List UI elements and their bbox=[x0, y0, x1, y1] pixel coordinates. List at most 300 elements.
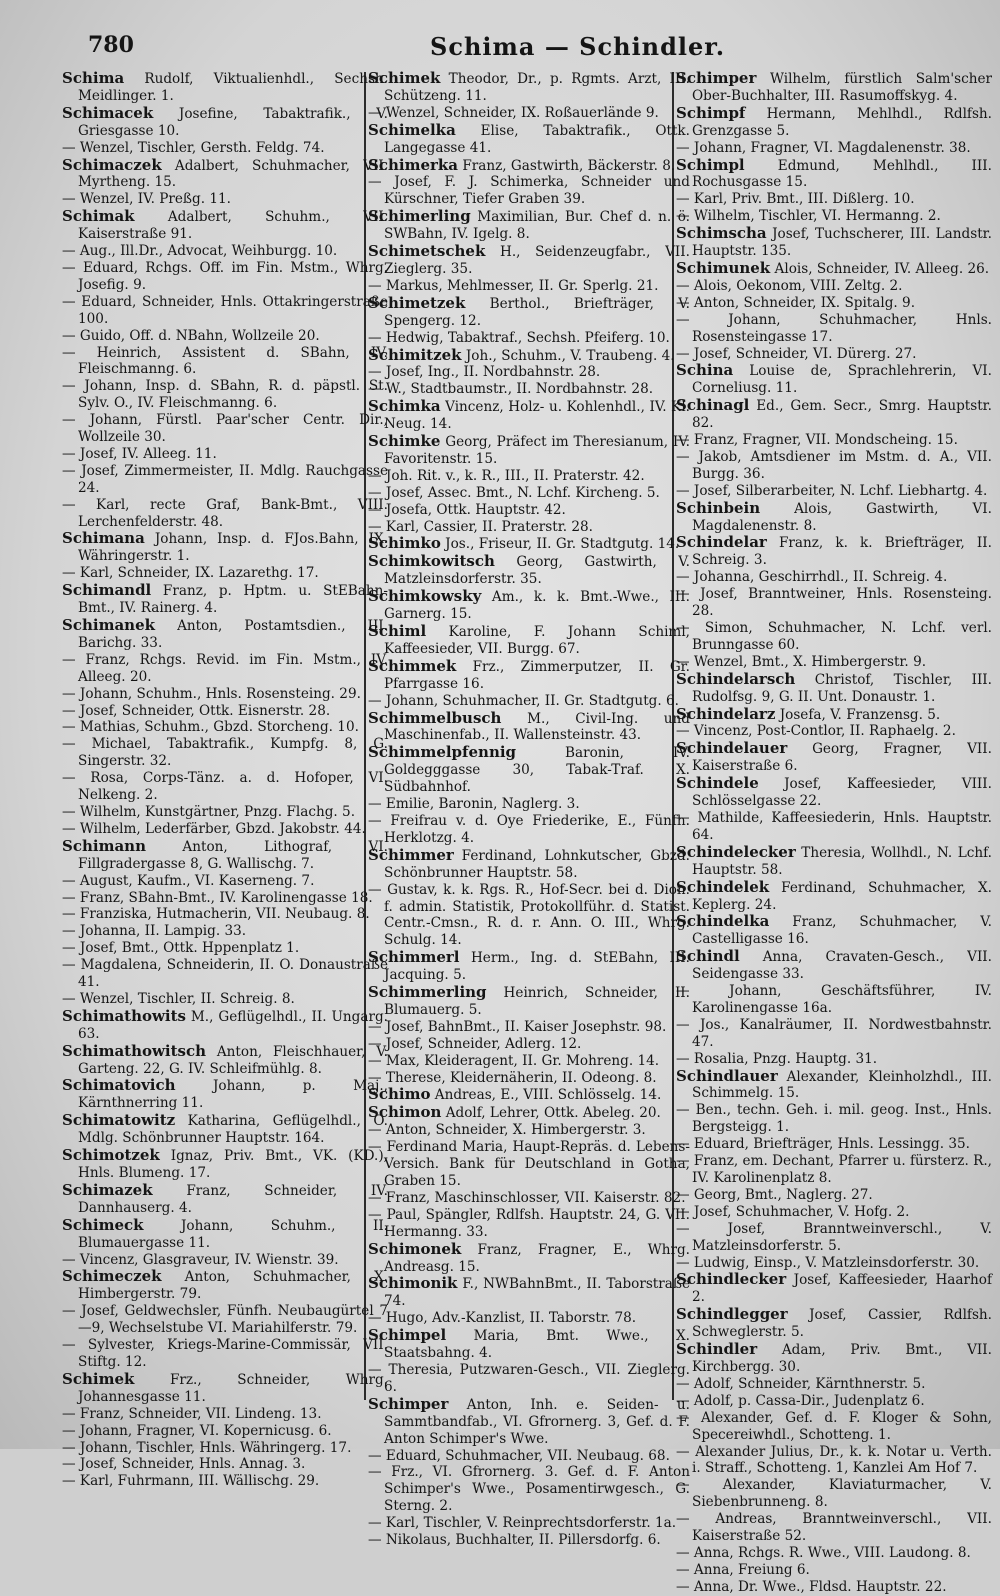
entry-text: — Sylvester, Kriegs-Marine-Commissär, VII. Stiftg. 12. bbox=[62, 1337, 388, 1370]
directory-entry bbox=[676, 1444, 992, 1478]
entry-text: — Johann, Fragner, VI. Magdalenenstr. 38. bbox=[676, 139, 971, 156]
entry-text: — Johann, Schuhmacher, II. Gr. Stadtgutg. 6. bbox=[368, 692, 679, 709]
entry-text: — Gustav, k. k. Rgs. R., Hof-Secr. bei d. Dion. f. admin. Statistik, Protokollführ. d. Statist. Centr.-Cmsn., R. d. r. Ann. O. III., Whrg. Schulg. 14. bbox=[368, 881, 690, 949]
running-head: Schima — Schindler. bbox=[430, 32, 726, 61]
entry-text: — Therese, Kleidernäherin, II. Odeong. 8. bbox=[368, 1069, 657, 1086]
directory-entry bbox=[676, 1511, 992, 1545]
directory-entry bbox=[368, 1327, 690, 1362]
directory-entry bbox=[62, 446, 388, 463]
directory-entry bbox=[62, 1268, 388, 1303]
directory-entry bbox=[62, 1371, 388, 1406]
entry-text: M., Civil-Ing. und Maschinenfab., II. Wallensteinstr. 43. bbox=[384, 710, 690, 744]
entry-surname: Schimatowitz bbox=[62, 1111, 176, 1130]
directory-entry bbox=[62, 991, 388, 1008]
directory-entry bbox=[368, 710, 690, 745]
entry-text: Andreas, E., VIII. Schlösselg. 14. bbox=[434, 1087, 662, 1104]
entry-surname: Schindlecker bbox=[676, 1270, 787, 1289]
entry-text: — Josef, F. J. Schimerka, Schneider und Kürschner, Tiefer Graben 39. bbox=[368, 174, 690, 208]
entry-text: Ed., Gem. Secr., Smrg. Hauptstr. 82. bbox=[692, 398, 992, 432]
directory-entry bbox=[368, 1036, 690, 1053]
entry-text: Alexander, Kleinholzhdl., III. Schimmelg. 15. bbox=[692, 1068, 992, 1102]
entry-text: — Alexander, Klaviaturmacher, V. Siebenbrunneng. 8. bbox=[676, 1477, 992, 1511]
directory-entry bbox=[368, 1070, 690, 1087]
entry-text: — Alexander Julius, Dr., k. k. Notar u. Verth. i. Straff., Schotteng. 1, Kanzlei Am Hof 7. bbox=[676, 1443, 992, 1477]
directory-entry bbox=[676, 432, 992, 449]
entry-text: — Franz, Fragner, VII. Mondscheing. 15. bbox=[676, 432, 958, 449]
directory-entry bbox=[368, 693, 690, 710]
directory-entry bbox=[368, 433, 690, 468]
directory-entry bbox=[676, 1102, 992, 1136]
entry-text: Ferdinand, Schuhmacher, X. Keplerg. 24. bbox=[692, 879, 992, 913]
entry-text: — Ferdinand Maria, Haupt-Repräs. d. Lebens-Versich. Bank für Deutschland in Gotha, Graben 15. bbox=[368, 1139, 690, 1189]
directory-entry bbox=[368, 1275, 690, 1310]
entry-surname: Schimerling bbox=[368, 207, 471, 226]
directory-entry bbox=[676, 1271, 992, 1306]
directory-entry bbox=[676, 449, 992, 483]
entry-surname: Schimathowits bbox=[62, 1006, 186, 1025]
directory-entry bbox=[368, 623, 690, 658]
directory-entry bbox=[62, 328, 388, 345]
directory-entry bbox=[676, 1153, 992, 1187]
entry-surname: Schimana bbox=[62, 529, 145, 548]
directory-entry bbox=[676, 913, 992, 948]
entry-surname: Schimerka bbox=[368, 155, 458, 174]
directory-entry bbox=[676, 948, 992, 983]
directory-entry bbox=[676, 1376, 992, 1393]
entry-text: — Anton, Schneider, IX. Spitalg. 9. bbox=[676, 294, 916, 311]
directory-entry bbox=[368, 658, 690, 693]
entry-text: Josefine, Tabaktrafik., V. Griesgasse 10. bbox=[78, 105, 388, 139]
entry-text: — Franz, SBahn-Bmt., IV. Karolinengasse 18. bbox=[62, 889, 373, 906]
entry-text: Franz, Schneider, IV. Dannhauserg. 4. bbox=[78, 1182, 388, 1216]
entry-text: — Ben., techn. Geh. i. mil. geog. Inst., Hnls. Bergsteigg. 1. bbox=[676, 1102, 992, 1136]
directory-entry bbox=[676, 569, 992, 586]
directory-entry bbox=[62, 345, 388, 379]
entry-surname: Schimitzek bbox=[368, 345, 462, 364]
entry-text: — Anna, Dr. Wwe., Fldsd. Hauptstr. 22. bbox=[676, 1578, 947, 1595]
entry-text: Alois, Gastwirth, VI. Magdalenenstr. 8. bbox=[692, 500, 992, 534]
entry-text: — Wenzel, Bmt., X. Himbergerstr. 9. bbox=[676, 653, 927, 670]
entry-text: — Johann, Geschäftsführer, IV. Karolinengasse 16a. bbox=[676, 983, 992, 1016]
entry-text: Anton, Schuhmacher, X. Himbergerstr. 79. bbox=[78, 1269, 389, 1303]
entry-text: Anton, Lithograf, VI. Fillgradergasse 8, G. Wallischg. 7. bbox=[78, 838, 388, 872]
directory-entry bbox=[368, 553, 690, 588]
entry-surname: Schindlauer bbox=[676, 1066, 778, 1085]
directory-entry bbox=[676, 157, 992, 192]
entry-surname: Schimko bbox=[368, 534, 441, 553]
entry-text: — Franziska, Hutmacherin, VII. Neubaug. 8. bbox=[62, 906, 370, 923]
entry-text: — Jakob, Amtsdiener im Mstm. d. A., VII. Burgg. 36. bbox=[676, 448, 992, 482]
entry-surname: Schindelek bbox=[676, 877, 770, 896]
entry-text: Georg, Präfect im Theresianum, IV. Favoritenstr. 15. bbox=[384, 434, 690, 467]
directory-entry bbox=[676, 1393, 992, 1410]
entry-surname: Schimonek bbox=[368, 1239, 462, 1258]
entry-text: Josef, Cassier, Rdlfsh. Schweglerstr. 5. bbox=[692, 1307, 992, 1341]
entry-text: — Johann, Schuhmacher, Hnls. Rosensteingasse 17. bbox=[676, 311, 992, 345]
directory-entry bbox=[368, 813, 690, 847]
entry-text: Baronin, IV. Goldegggasse 30, Tabak-Traf. X. Südbahnhof. bbox=[384, 745, 690, 796]
directory-entry bbox=[368, 243, 690, 278]
directory-entry bbox=[676, 191, 992, 208]
entry-text: Elise, Tabaktrafik., Ottk. Langegasse 41. bbox=[384, 122, 690, 156]
entry-surname: Schindelarz bbox=[676, 704, 776, 723]
entry-surname: Schimek bbox=[62, 1369, 135, 1388]
entry-text: — Mathias, Schuhm., Gbzd. Storcheng. 10. bbox=[62, 719, 359, 736]
entry-text: — Josef, Silberarbeiter, N. Lchf. Liebhartg. 4. bbox=[676, 482, 988, 499]
entry-text: — Franz, em. Dechant, Pfarrer u. fürsterz. R., IV. Karolinenplatz 8. bbox=[676, 1153, 992, 1186]
entry-text: — Guido, Off. d. NBahn, Wollzeile 20. bbox=[62, 327, 320, 344]
directory-entry bbox=[368, 1448, 690, 1465]
entry-text: — Johann, Fragner, VI. Kopernicusg. 6. bbox=[62, 1422, 332, 1439]
entry-text: — Emilie, Baronin, Naglerg. 3. bbox=[368, 796, 580, 813]
entry-surname: Schima bbox=[62, 69, 125, 87]
entry-text: Theresia, Wollhdl., N. Lchf. Hauptstr. 58. bbox=[692, 844, 992, 878]
entry-text: — Anton, Schneider, X. Himbergerstr. 3. bbox=[368, 1122, 646, 1139]
directory-entry bbox=[62, 1217, 388, 1252]
directory-entry bbox=[368, 984, 690, 1019]
entry-text: Jos., Friseur, II. Gr. Stadtgutg. 14. bbox=[445, 536, 680, 553]
entry-text: — Josef, Schneider, Adlerg. 12. bbox=[368, 1035, 582, 1052]
entry-text: Louise de, Sprachlehrerin, VI. Corneliusg. 11. bbox=[692, 363, 992, 397]
directory-entry bbox=[676, 140, 992, 157]
entry-text: Johann, Schuhm., II. Blumauergasse 11. bbox=[78, 1217, 389, 1251]
entry-surname: Schimpel bbox=[368, 1326, 447, 1345]
directory-entry bbox=[676, 1051, 992, 1068]
directory-entry bbox=[676, 260, 992, 278]
entry-text: Herm., Ing. d. StEBahn, III. Jacquing. 5. bbox=[384, 950, 690, 984]
entry-text: — Eduard, Rchgs. Off. im Fin. Mstm., Whrg. Josefig. 9. bbox=[62, 259, 388, 293]
entry-text: Rudolf, Viktualienhdl., Sechsh. Meidlinger. 1. bbox=[78, 71, 389, 104]
directory-entry bbox=[368, 502, 690, 519]
entry-text: — Anna, Freiung 6. bbox=[676, 1561, 810, 1578]
entry-surname: Schimmelbusch bbox=[368, 708, 502, 727]
directory-entry bbox=[368, 847, 690, 882]
directory-entry bbox=[62, 838, 388, 873]
directory-entry bbox=[62, 208, 388, 243]
entry-text: Georg, Gastwirth, V. Matzleinsdorferstr. 35. bbox=[384, 554, 691, 588]
entry-surname: Schimmelpfennig bbox=[368, 743, 517, 762]
entry-text: — Theresia, Putzwaren-Gesch., VII. Zieglerg. 6. bbox=[368, 1361, 690, 1395]
entry-text: — Adolf, p. Cassa-Dir., Judenplatz 6. bbox=[676, 1392, 925, 1409]
entry-surname: Schimelka bbox=[368, 120, 456, 139]
directory-entry bbox=[676, 740, 992, 775]
entry-text: Adam, Priv. Bmt., VII. Kirchbergg. 30. bbox=[692, 1342, 992, 1375]
directory-entry bbox=[676, 671, 992, 706]
directory-entry bbox=[62, 617, 388, 652]
directory-entry bbox=[368, 1139, 690, 1190]
entry-text: — Rosalia, Pnzg. Hauptg. 31. bbox=[676, 1050, 878, 1067]
directory-entry bbox=[368, 519, 690, 536]
entry-text: — Wenzel, IV. Preßg. 11. bbox=[62, 191, 231, 208]
entry-text: — Eduard, Schneider, Hnls. Ottakringerstraße 100. bbox=[62, 293, 388, 327]
entry-surname: Schimper bbox=[368, 1394, 449, 1413]
entry-surname: Schindelka bbox=[676, 912, 770, 931]
directory-entry bbox=[676, 1136, 992, 1153]
directory-entry bbox=[62, 1337, 388, 1371]
entry-surname: Schimper bbox=[676, 69, 757, 87]
directory-column-2 bbox=[368, 69, 691, 1549]
entry-surname: Schindelecker bbox=[676, 842, 796, 861]
directory-entry bbox=[62, 804, 388, 821]
entry-text: Wilhelm, fürstlich Salm'scher Ober-Buchhalter, III. Rasumoffskyg. 4. bbox=[692, 71, 992, 104]
directory-entry bbox=[62, 530, 388, 565]
entry-text: Heinrich, Schneider, II. Blumauerg. 5. bbox=[384, 985, 690, 1018]
entry-surname: Schimatovich bbox=[62, 1076, 176, 1095]
directory-entry bbox=[62, 1456, 388, 1473]
entry-text: Berthol., Briefträger, V. Spengerg. 12. bbox=[384, 295, 690, 329]
entry-surname: Schindelarsch bbox=[676, 669, 796, 688]
entry-text: — Josef, Branntweiner, Hnls. Rosensteing. 28. bbox=[676, 586, 992, 620]
directory-entry bbox=[62, 770, 388, 804]
directory-entry bbox=[62, 565, 388, 582]
directory-entry bbox=[368, 381, 690, 398]
entry-surname: Schindler bbox=[676, 1340, 758, 1359]
entry-surname: Schindele bbox=[676, 774, 759, 793]
entry-text: — Alois, Oekonom, VIII. Zeltg. 2. bbox=[676, 277, 903, 294]
entry-text: Vincenz, Holz- u. Kohlenhdl., IV. Kl. Neug. 14. bbox=[384, 399, 690, 433]
entry-text: — Josef, Schuhmacher, V. Hofg. 2. bbox=[676, 1203, 910, 1220]
entry-text: Anna, Cravaten-Gesch., VII. Seidengasse 33. bbox=[692, 949, 992, 983]
directory-entry bbox=[676, 1255, 992, 1272]
entry-surname: Schimetschek bbox=[368, 242, 486, 261]
entry-surname: Schindlegger bbox=[676, 1305, 788, 1324]
directory-entry bbox=[368, 882, 690, 950]
directory-entry bbox=[62, 1423, 388, 1440]
entry-text: — Josef, Schneider, Hnls. Annag. 3. bbox=[62, 1456, 306, 1473]
entry-surname: Schimeck bbox=[62, 1215, 144, 1234]
entry-surname: Schimandl bbox=[62, 581, 152, 600]
entry-text: — Karl, recte Graf, Bank-Bmt., VIII. Lerchenfelderstr. 48. bbox=[62, 496, 388, 530]
directory-entry bbox=[676, 1068, 992, 1103]
entry-text: — Karl, Schneider, IX. Lazarethg. 17. bbox=[62, 565, 319, 582]
directory-entry bbox=[368, 1464, 690, 1515]
entry-text: — Vincenz, Post-Contlor, II. Raphaelg. 2. bbox=[676, 723, 956, 740]
entry-text: Franz, Fragner, E., Whrg. Andreasg. 15. bbox=[384, 1241, 690, 1275]
entry-text: — Frz., VI. Gfrornerg. 3. Gef. d. F. Anton Schimper's Wwe., Posamentirwgesch., G. Sterng. 2. bbox=[368, 1464, 690, 1515]
directory-entry bbox=[676, 586, 992, 620]
entry-text: — Aug., Ill.Dr., Advocat, Weihburgg. 10. bbox=[62, 243, 338, 260]
directory-entry bbox=[62, 1112, 388, 1147]
directory-entry bbox=[368, 744, 690, 796]
entry-text: H., Seidenzeugfabr., VII. Zieglerg. 35. bbox=[384, 244, 690, 277]
entry-surname: Schimacek bbox=[62, 103, 154, 122]
directory-entry bbox=[368, 796, 690, 813]
directory-entry bbox=[62, 957, 388, 991]
directory-entry bbox=[368, 1019, 690, 1036]
entry-text: — Josef, Branntweinverschl., V. Matzleinsdorferstr. 5. bbox=[676, 1220, 992, 1254]
directory-entry bbox=[62, 1147, 388, 1182]
directory-entry bbox=[368, 174, 690, 208]
directory-entry bbox=[676, 1410, 992, 1444]
entry-surname: Schimmerl bbox=[368, 948, 460, 967]
entry-text: — Karl, Fuhrmann, III. Wällischg. 29. bbox=[62, 1473, 320, 1490]
directory-entry bbox=[676, 810, 992, 844]
entry-text: — Max, Kleideragent, II. Gr. Mohreng. 14. bbox=[368, 1052, 660, 1069]
directory-entry bbox=[62, 260, 388, 294]
directory-entry bbox=[368, 535, 690, 553]
entry-text: — Rosa, Corps-Tänz. a. d. Hofoper, VI. Nelkeng. 2. bbox=[62, 770, 388, 804]
directory-entry bbox=[368, 157, 690, 175]
entry-text: — Josef, Ing., II. Nordbahnstr. 28. bbox=[368, 364, 601, 381]
entry-text: Franz, k. k. Briefträger, II. Schreig. 3. bbox=[692, 535, 992, 569]
directory-entry bbox=[368, 278, 690, 295]
directory-entry bbox=[676, 295, 992, 312]
entry-text: — Franz, Rchgs. Revid. im Fin. Mstm., IV. Alleeg. 20. bbox=[62, 651, 388, 685]
entry-surname: Schimonik bbox=[368, 1274, 458, 1293]
directory-entry bbox=[676, 500, 992, 535]
entry-text: — Anna, Rchgs. R. Wwe., VIII. Laudong. 8. bbox=[676, 1544, 971, 1561]
directory-entry bbox=[676, 1204, 992, 1221]
entry-text: Johann, Insp. d. FJos.Bahn, IX. Währingerstr. 1. bbox=[78, 531, 388, 565]
entry-text: Hermann, Mehlhdl., Rdlfsh. Grenzgasse 5. bbox=[692, 105, 992, 139]
entry-text: — Jos., Kanalräumer, II. Nordwestbahnstr. 47. bbox=[676, 1016, 992, 1050]
directory-entry bbox=[62, 1043, 388, 1078]
entry-text: — Magdalena, Schneiderin, II. O. Donaustraße 41. bbox=[62, 957, 388, 991]
entry-text: — Heinrich, Assistent d. SBahn, IV. Fleischmanng. 6. bbox=[62, 344, 388, 378]
entry-surname: Schimpl bbox=[676, 155, 745, 174]
entry-text: Maria, Bmt. Wwe., X. Staatsbahng. 4. bbox=[384, 1328, 691, 1362]
entry-text: F., NWBahnBmt., II. Taborstraße 74. bbox=[384, 1276, 690, 1310]
entry-text: — Nikolaus, Buchhalter, II. Pillersdorfg. 6. bbox=[368, 1532, 661, 1549]
entry-text: Franz, p. Hptm. u. StEBahn-Bmt., IV. Rainerg. 4. bbox=[78, 583, 388, 617]
directory-entry bbox=[368, 364, 690, 381]
directory-entry bbox=[62, 890, 388, 907]
entry-text: — Johanna, Geschirrhdl., II. Schreig. 4. bbox=[676, 569, 948, 586]
entry-text: — Josef, Bmt., Ottk. Hppenplatz 1. bbox=[62, 940, 300, 957]
entry-surname: Schimon bbox=[368, 1103, 442, 1122]
entry-text: Anton, Fleischhauer, V. Garteng. 22, G. IV. Schleifmühlg. 8. bbox=[78, 1043, 389, 1077]
directory-entry bbox=[676, 1562, 992, 1579]
entry-surname: Schimka bbox=[368, 397, 441, 416]
entry-text: Maximilian, Bur. Chef d. n. ö. SWBahn, IV. Igelg. 8. bbox=[384, 209, 690, 243]
directory-entry bbox=[62, 821, 388, 838]
directory-entry bbox=[62, 70, 388, 105]
directory-entry bbox=[62, 412, 388, 446]
directory-entry bbox=[676, 312, 992, 346]
entry-text: — Freifrau v. d. Oye Friederike, E., Fünfh. Herklotzg. 4. bbox=[368, 812, 690, 846]
entry-text: — Josefa, Ottk. Hauptstr. 42. bbox=[368, 501, 566, 518]
directory-entry bbox=[368, 468, 690, 485]
page-header bbox=[0, 30, 1000, 70]
entry-surname: Schindl bbox=[676, 947, 740, 966]
directory-entry bbox=[62, 719, 388, 736]
directory-entry bbox=[62, 1008, 388, 1043]
directory-entry bbox=[676, 879, 992, 914]
entry-surname: Schimek bbox=[368, 69, 441, 87]
entry-text: — Michael, Tabaktrafik., Kumpfg. 8, G. Singerstr. 32. bbox=[62, 736, 388, 770]
directory-entry bbox=[62, 652, 388, 686]
entry-text: — Josef, Assec. Bmt., N. Lchf. Kircheng. 5. bbox=[368, 484, 660, 501]
directory-entry bbox=[676, 105, 992, 140]
directory-entry bbox=[368, 1122, 690, 1139]
directory-entry bbox=[676, 1545, 992, 1562]
entry-text: — Josef, Schneider, VI. Dürerg. 27. bbox=[676, 345, 917, 362]
entry-text: Josef, Kaffeesieder, Haarhof 2. bbox=[692, 1272, 992, 1306]
entry-text: Theodor, Dr., p. Rgmts. Arzt, III. Schützeng. 11. bbox=[384, 71, 690, 104]
directory-entry bbox=[62, 1303, 388, 1337]
entry-text: — Hedwig, Tabaktraf., Sechsh. Pfeiferg. 10. bbox=[368, 329, 670, 346]
directory-entry bbox=[676, 70, 992, 105]
directory-entry bbox=[62, 703, 388, 720]
entry-surname: Schimmek bbox=[368, 656, 457, 675]
directory-column-1 bbox=[62, 69, 389, 1490]
entry-surname: Schimo bbox=[368, 1085, 431, 1104]
directory-entry bbox=[62, 1252, 388, 1269]
entry-text: — Wilhelm, Lederfärber, Gbzd. Jakobstr. 44. bbox=[62, 820, 366, 837]
directory-entry bbox=[676, 775, 992, 810]
entry-text: Franz, Schuhmacher, V. Castelligasse 16. bbox=[692, 914, 992, 948]
directory-entry bbox=[676, 1579, 992, 1596]
directory-entry bbox=[62, 1077, 388, 1112]
entry-text: — Eduard, Briefträger, Hnls. Lessingg. 35. bbox=[676, 1136, 970, 1153]
directory-entry bbox=[368, 1190, 690, 1207]
entry-text: — Johann, Insp. d. SBahn, R. d. päpstl. St. Sylv. O., IV. Fleischmanng. 6. bbox=[62, 378, 388, 412]
entry-text: Anton, Postamtsdien., III. Barichg. 33. bbox=[78, 618, 389, 651]
entry-text: Anton, Inh. e. Seiden- u. Sammtbandfab., VI. Gfrornerg. 3, Gef. d. F. Anton Schimper's Wwe. bbox=[384, 1396, 690, 1447]
directory-entry bbox=[62, 582, 388, 617]
directory-entry bbox=[676, 706, 992, 724]
directory-entry bbox=[62, 243, 388, 260]
entry-surname: Schina bbox=[676, 361, 734, 380]
directory-entry bbox=[368, 1362, 690, 1396]
entry-surname: Schinbein bbox=[676, 498, 761, 517]
entry-surname: Schimunek bbox=[676, 258, 771, 277]
page-number: 780 bbox=[88, 32, 134, 58]
directory-entry bbox=[676, 723, 992, 740]
directory-entry bbox=[676, 1477, 992, 1511]
entry-text: — Wilhelm, Kunstgärtner, Pnzg. Flachg. 5. bbox=[62, 803, 356, 820]
entry-surname: Schimmerling bbox=[368, 983, 487, 1002]
entry-text: — Karl, Priv. Bmt., III. Dißlerg. 10. bbox=[676, 191, 915, 208]
directory-entry bbox=[676, 534, 992, 569]
entry-surname: Schindelauer bbox=[676, 739, 788, 758]
entry-text: — Adolf, Schneider, Kärnthnerstr. 5. bbox=[676, 1375, 926, 1392]
entry-text: Georg, Fragner, VII. Kaiserstraße 6. bbox=[692, 741, 992, 775]
directory-entry bbox=[368, 1104, 690, 1122]
entry-text: — Georg, Bmt., Naglerg. 27. bbox=[676, 1186, 873, 1203]
entry-text: — Mathilde, Kaffeesiederin, Hnls. Hauptstr. 64. bbox=[676, 809, 992, 843]
entry-text: — Karl, Tischler, V. Reinprechtsdorferstr. 1a. bbox=[368, 1515, 677, 1532]
directory-column-3 bbox=[676, 69, 993, 1595]
entry-text: M., Geflügelhdl., II. Ungarg. 63. bbox=[78, 1008, 389, 1042]
directory-entry bbox=[62, 1406, 388, 1423]
entry-surname: Schimkowsky bbox=[368, 587, 482, 606]
entry-text: — August, Kaufm., VI. Kaserneng. 7. bbox=[62, 872, 315, 889]
directory-entry bbox=[676, 397, 992, 432]
directory-entry bbox=[62, 736, 388, 770]
directory-entry bbox=[62, 191, 388, 208]
entry-surname: Schinagl bbox=[676, 396, 750, 415]
entry-text: Ignaz, Priv. Bmt., VK. (KD.), Hnls. Blumeng. 17. bbox=[78, 1148, 388, 1181]
directory-entry bbox=[368, 347, 690, 365]
directory-entry bbox=[62, 140, 388, 157]
directory-entry bbox=[62, 1182, 388, 1217]
entry-text: — Ludwig, Einsp., V. Matzleinsdorferstr. 30. bbox=[676, 1254, 980, 1271]
entry-text: — Wenzel, Tischler, II. Schreig. 8. bbox=[62, 990, 295, 1007]
directory-entry bbox=[676, 346, 992, 363]
directory-entry bbox=[368, 1310, 690, 1327]
directory-entry bbox=[368, 949, 690, 984]
directory-entry bbox=[368, 1053, 690, 1070]
entry-text: — Franz, Schneider, VII. Lindeng. 13. bbox=[62, 1405, 322, 1422]
entry-text: — Josef, Geldwechsler, Fünfh. Neubaugürtel 7—9, Wechselstube VI. Mariahilferstr. 79. bbox=[62, 1303, 388, 1337]
directory-entry bbox=[368, 1207, 690, 1241]
entry-text: — Eduard, Schuhmacher, VII. Neubaug. 68. bbox=[368, 1447, 670, 1464]
entry-text: — Johann, Fürstl. Paar'scher Centr. Dir., Wollzeile 30. bbox=[62, 412, 388, 446]
entry-text: Ferdinand, Lohnkutscher, Gbzd. Schönbrunner Hauptstr. 58. bbox=[384, 847, 690, 881]
directory-entry bbox=[368, 1241, 690, 1276]
entry-surname: Schindelar bbox=[676, 533, 767, 552]
